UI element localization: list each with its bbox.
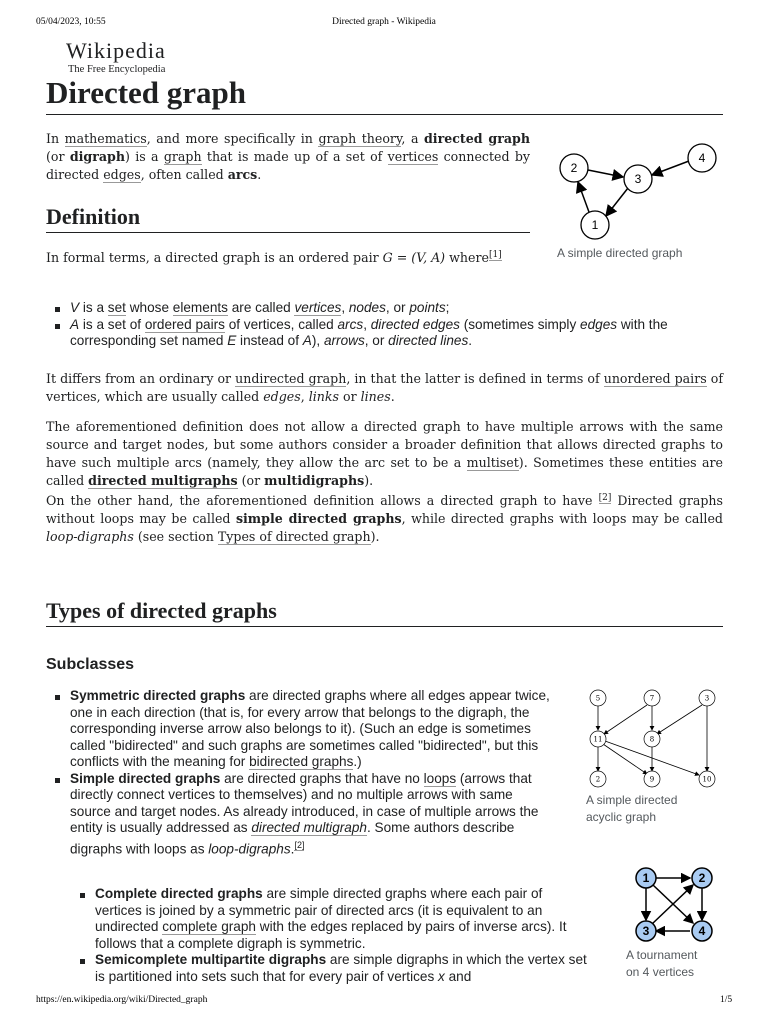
link-elements[interactable]: elements [172, 300, 228, 315]
graph-node-label: 3 [642, 924, 650, 938]
print-url: https://en.wikipedia.org/wiki/Directed_graph [36, 995, 208, 1005]
section-heading-definition: Definition [46, 204, 141, 229]
graph-node-label: 11 [593, 735, 603, 744]
figure-caption: A simple directed graph [557, 246, 683, 260]
link-ordered-pairs[interactable]: ordered pairs [144, 316, 225, 332]
link-unordered-pairs[interactable]: unordered pairs [603, 371, 707, 386]
link-vertices[interactable]: vertices [387, 149, 439, 164]
link-edges[interactable]: edges [103, 167, 141, 182]
definition-paragraph-4: On the other hand, the aforementioned definition allows a directed graph to have [2] Directed graphs without loops may be called simple directed graphs, while directed graphs with loops may be called loop-digraphs (see section Types of directed graph). [46, 493, 723, 545]
link-set[interactable]: set [107, 300, 126, 315]
graph-node-label: 7 [649, 694, 655, 703]
subclasses-list [46, 688, 556, 858]
section-rule [46, 626, 723, 627]
list-item: Semicomplete multipartite digraphs are simple digraphs in which the vertex set is partitioned into sets such that for every pair of vertices x and [71, 952, 591, 985]
graph-node-label: 10 [702, 775, 712, 784]
citation-2[interactable]: [2] [294, 839, 305, 850]
directed-acyclic-graph-figure [583, 687, 723, 795]
simple-directed-graph-figure [548, 138, 723, 244]
graph-node-label: 4 [698, 151, 706, 165]
list-item: Complete directed graphs are simple directed graphs where each pair of vertices is joined by a symmetric pair of directed arcs (it is equivalent to an undirected complete graph with the edges replaced by pairs of inverse arcs). It follows that a complete digraph is symmetric. [71, 886, 591, 952]
graph-node-label: 1 [591, 218, 599, 232]
figure-caption: A tournament on 4 vertices [626, 948, 698, 979]
print-datetime: 05/04/2023, 10:55 [36, 17, 106, 27]
title-rule [46, 114, 723, 115]
graph-node-label: 8 [649, 735, 655, 744]
graph-node-label: 3 [704, 694, 710, 703]
link-graph-theory[interactable]: graph theory [318, 131, 402, 146]
graph-node-label: 5 [595, 694, 601, 703]
list-item: V is a set whose elements are called vertices, nodes, or points; [46, 300, 716, 317]
page-title: Directed graph [46, 75, 247, 110]
graph-node-label: 4 [698, 924, 706, 938]
list-item: Symmetric directed graphs are directed graphs where all edges appear twice, one in each direction (that is, for every arrow that belongs to the digraph, the corresponding inverse arrow also belongs to it). (Such an edge is sometimes called "bidirected" and such graphs are sometimes called "bidirected", but this conflicts with the meaning for bidirected graphs.) [46, 688, 556, 771]
definition-list [46, 300, 716, 350]
link-mathematics[interactable]: mathematics [64, 131, 147, 146]
print-page-number: 1/5 [720, 995, 733, 1005]
link-multiset[interactable]: multiset [466, 455, 519, 470]
graph-node-label: 2 [698, 871, 706, 885]
link-types-of-directed-graph[interactable]: Types of directed graph [217, 529, 371, 545]
link-undirected-graph[interactable]: undirected graph [235, 371, 347, 386]
intro-paragraph: In mathematics, and more specifically in graph theory, a directed graph (or digraph) is a graph that is made up of a set of vertices connected by directed edges, often called arcs. [46, 131, 531, 182]
link-bidirected-graphs[interactable]: bidirected graphs [249, 754, 354, 769]
print-page-title: Directed graph - Wikipedia [332, 17, 436, 27]
link-directed-multigraph[interactable]: directed multigraph [251, 820, 367, 835]
section-rule [46, 232, 530, 233]
wikipedia-logo[interactable]: Wikipedia [66, 38, 166, 63]
graph-node-label: 2 [595, 775, 601, 784]
definition-paragraph-2: It differs from an ordinary or undirected graph, in that the latter is defined in terms of unordered pairs of vertices, which are usually called edges, links or lines. [46, 371, 723, 404]
definition-paragraph-3: The aforementioned definition does not allow a directed graph to have multiple arrows with the same source and target nodes, but some authors consider a broader definition that allows directed graphs to have such multiple arcs (namely, they allow the arc set to be a multiset). Sometimes these entities are called directed multigraphs (or multidigraphs). [46, 419, 723, 488]
definition-paragraph-1: In formal terms, a directed graph is an ordered pair G = (V, A) where[1] [46, 250, 502, 266]
subclasses-sublist [71, 886, 591, 985]
wikipedia-tagline: The Free Encyclopedia [68, 64, 166, 75]
graph-node-label: 9 [649, 775, 655, 784]
tournament-graph-figure [628, 862, 718, 946]
link-loops[interactable]: loops [423, 770, 457, 786]
link-graph[interactable]: graph [163, 149, 202, 164]
graph-node-label: 3 [634, 172, 642, 186]
subsection-heading-subclasses: Subclasses [46, 656, 135, 673]
list-item: A is a set of ordered pairs of vertices, called arcs, directed edges (sometimes simply edges with the corresponding set named E instead of A), arrows, or directed lines. [46, 317, 716, 350]
figure-caption: A simple directed acyclic graph [586, 793, 678, 824]
link-complete-graph[interactable]: complete graph [162, 919, 256, 934]
graph-node-label: 1 [642, 871, 650, 885]
citation-2[interactable]: [2] [598, 493, 612, 503]
section-heading-types: Types of directed graphs [46, 598, 277, 623]
graph-node-label: 2 [570, 161, 578, 175]
list-item: Simple directed graphs are directed graphs that have no loops (arrows that directly connect vertices to themselves) and no multiple arrows with same source and target nodes. As already introduced, in case of multiple arrows the entity is usually addressed as directed multigraph. Some authors describe digraphs with loops as loop-digraphs.[2] [46, 771, 556, 858]
citation-1[interactable]: [1] [488, 250, 502, 260]
